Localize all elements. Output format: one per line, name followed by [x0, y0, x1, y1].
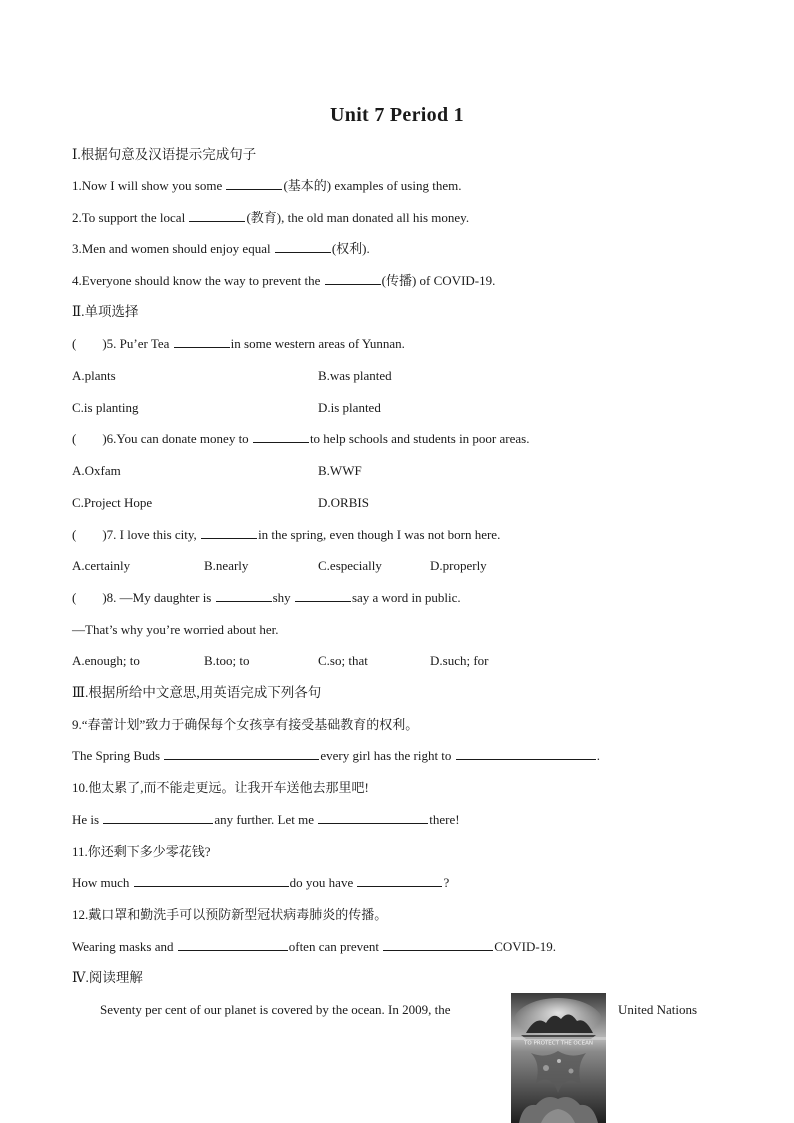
question-9: The Spring Buds every girl has the right to .: [72, 748, 600, 763]
answer-blank[interactable]: [178, 938, 288, 951]
section-1-heading: Ⅰ.根据句意及汉语提示完成句子: [72, 147, 257, 162]
answer-blank[interactable]: [275, 240, 331, 253]
option-d[interactable]: D.is planted: [318, 400, 381, 415]
question-10: He is any further. Let me there!: [72, 812, 460, 827]
answer-blank[interactable]: [253, 430, 309, 443]
option-a[interactable]: A.plants: [72, 368, 116, 383]
section-4-heading: Ⅳ.阅读理解: [72, 970, 143, 985]
answer-blank[interactable]: [164, 747, 319, 760]
question-11-chinese: 11.你还剩下多少零花钱?: [72, 844, 211, 859]
poster-caption: TO PROTECT THE OCEAN: [524, 1040, 593, 1047]
question-5: ( )5. Pu’er Tea in some western areas of Yunnan.: [72, 336, 405, 351]
option-a[interactable]: A.enough; to: [72, 653, 140, 668]
ocean-poster-image: [511, 993, 606, 1123]
option-d[interactable]: D.properly: [430, 558, 487, 573]
option-c[interactable]: C.so; that: [318, 653, 368, 668]
option-c[interactable]: C.Project Hope: [72, 495, 153, 510]
answer-blank[interactable]: [134, 874, 289, 887]
option-d[interactable]: D.ORBIS: [318, 495, 369, 510]
option-c[interactable]: C.especially: [318, 558, 382, 573]
answer-blank[interactable]: [325, 272, 381, 285]
reading-paragraph: Seventy per cent of our planet is covered by the ocean. In 2009, the: [100, 1002, 451, 1017]
answer-blank[interactable]: [189, 209, 245, 222]
answer-blank[interactable]: [226, 177, 282, 190]
section-3-heading: Ⅲ.根据所给中文意思,用英语完成下列各句: [72, 685, 322, 700]
question-8: ( )8. —My daughter is shy say a word in public.: [72, 590, 461, 605]
question-8-reply: —That’s why you’re worried about her.: [72, 622, 279, 637]
ocean-poster-illustration: [511, 993, 606, 1123]
question-1: 1.Now I will show you some (基本的) examples of using them.: [72, 178, 462, 193]
question-11: How much do you have ?: [72, 875, 450, 890]
option-b[interactable]: B.WWF: [318, 463, 362, 478]
page-title: Unit 7 Period 1: [330, 104, 464, 126]
option-a[interactable]: A.certainly: [72, 558, 131, 573]
option-a[interactable]: A.Oxfam: [72, 463, 121, 478]
answer-blank[interactable]: [174, 335, 230, 348]
question-9-chinese: 9.“春蕾计划”致力于确保每个女孩享有接受基础教育的权利。: [72, 717, 419, 732]
question-12-chinese: 12.戴口罩和勤洗手可以预防新型冠状病毒肺炎的传播。: [72, 907, 388, 922]
answer-blank[interactable]: [383, 938, 493, 951]
answer-blank[interactable]: [216, 589, 272, 602]
option-b[interactable]: B.nearly: [204, 558, 249, 573]
answer-blank[interactable]: [318, 811, 428, 824]
question-6: ( )6.You can donate money to to help schools and students in poor areas.: [72, 431, 530, 446]
question-12: Wearing masks and often can prevent COVID-19.: [72, 939, 556, 954]
question-2: 2.To support the local (教育), the old man donated all his money.: [72, 210, 470, 225]
section-2-heading: Ⅱ.单项选择: [72, 304, 139, 319]
answer-blank[interactable]: [103, 811, 213, 824]
answer-blank[interactable]: [295, 589, 351, 602]
option-c[interactable]: C.is planting: [72, 400, 139, 415]
question-7: ( )7. I love this city, in the spring, even though I was not born here.: [72, 527, 501, 542]
answer-blank[interactable]: [456, 747, 596, 760]
answer-blank[interactable]: [357, 874, 442, 887]
option-d[interactable]: D.such; for: [430, 653, 489, 668]
option-b[interactable]: B.too; to: [204, 653, 250, 668]
question-3: 3.Men and women should enjoy equal (权利).: [72, 241, 370, 256]
question-10-chinese: 10.他太累了,而不能走更远。让我开车送他去那里吧!: [72, 780, 369, 795]
question-4: 4.Everyone should know the way to prevent the (传播) of COVID-19.: [72, 273, 496, 288]
option-b[interactable]: B.was planted: [318, 368, 392, 383]
reading-paragraph-continued: United Nations: [618, 1002, 698, 1017]
answer-blank[interactable]: [201, 526, 257, 539]
